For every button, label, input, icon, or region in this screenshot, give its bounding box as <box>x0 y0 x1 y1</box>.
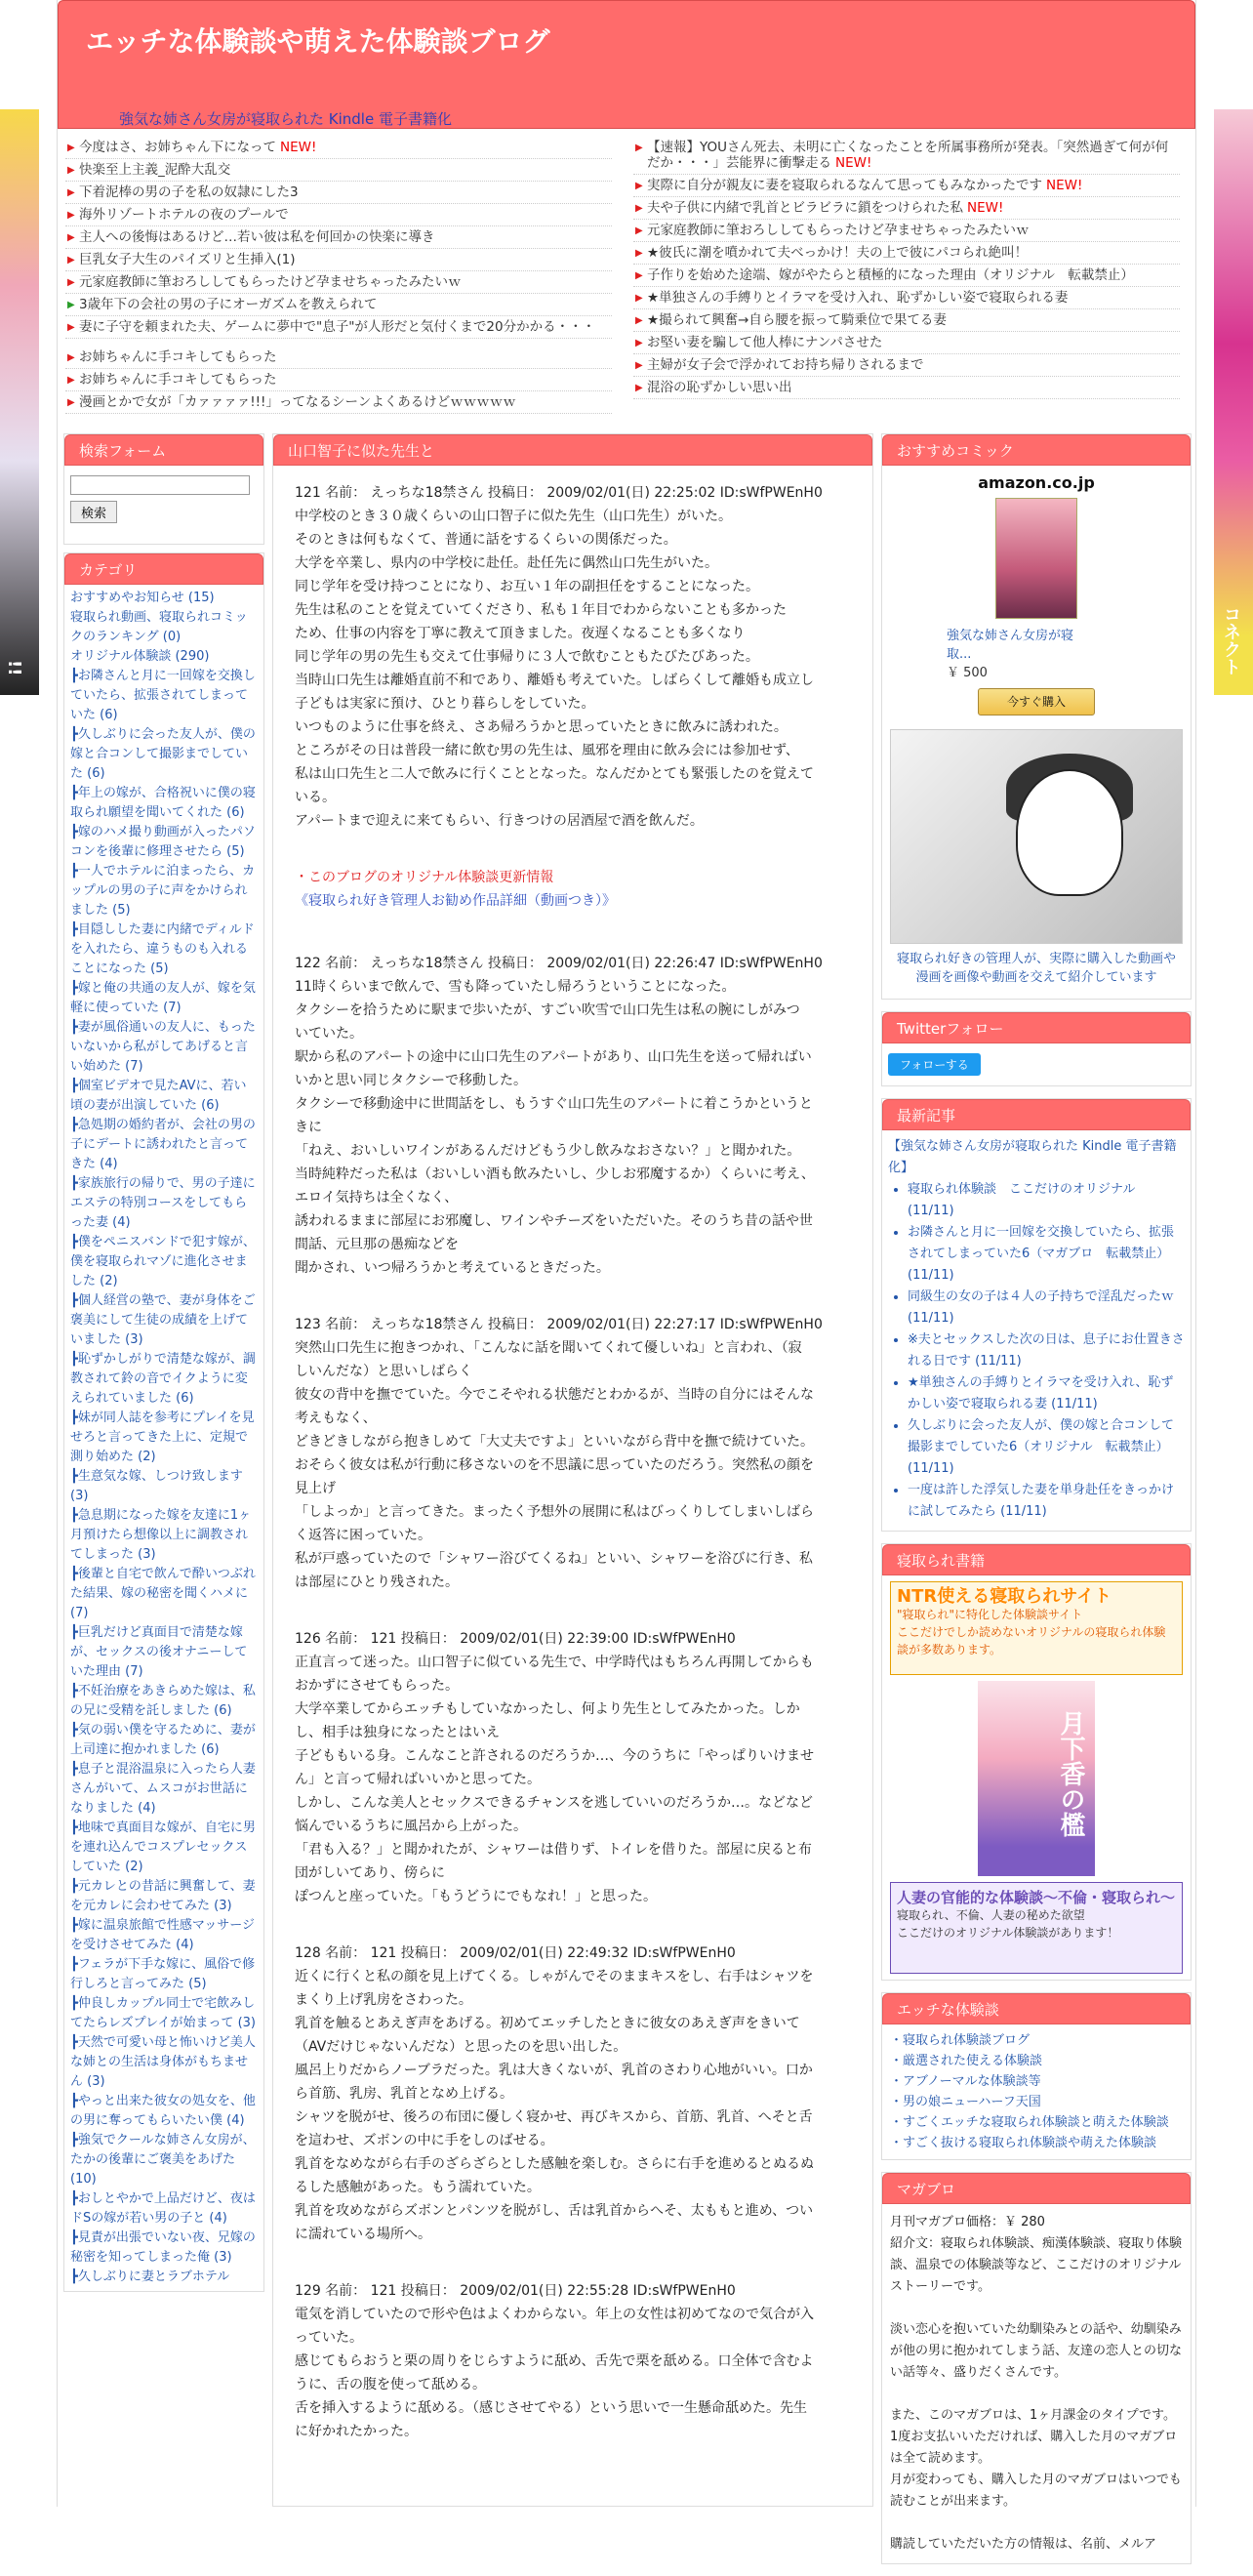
book-price: ￥ 500 <box>947 666 988 680</box>
partner-site-link[interactable]: ・すごく抜ける寝取られ体験談や萌えた体験談 <box>890 2136 1157 2150</box>
recent-article-link[interactable]: • 寝取られ体験談 ここだけのオリジナル (11/11) <box>908 1179 1185 1222</box>
news-item[interactable] <box>65 249 612 271</box>
left-sidebar <box>63 433 264 2300</box>
recent-box <box>881 1098 1192 1532</box>
category-item[interactable]: ┣後輩と自宅で飲んで酔いつぶれた結果、嫁の秘密を聞くハメに (7) <box>70 1567 256 1620</box>
news-item-label: 海外リゾートホテルの夜のプールで <box>79 207 289 223</box>
category-item[interactable]: ┣恥ずかしがりで清楚な嫁が、調教されて鈴の音でイクように変えられていました (6) <box>70 1352 256 1406</box>
news-item[interactable] <box>633 377 1180 399</box>
category-item[interactable]: ┣急息期になった嫁を友達に1ヶ月預けたら想像以上に調教されてしまった (3) <box>70 1508 252 1562</box>
magablog-body: 紹介文：寝取られ体験談、痴漢体験談、寝取り体験談、温泉での体験談等など、ここだけのオリジナルストーリーです。 淡い恋心を抱いていた幼馴染みとの話や、幼馴染みが他の男に抱かれてしまう話、友達の恋人との切ない話等々、盛りだくさんです。 また、このマガブロは、1ヶ月課金のタイプです。 1度お支払いいただければ、購入した月のマガブロは全て読めます。 月が変わっても、購入した月のマガブロはいつでも読むことが出来ます。 購読していただいた方の情報は、名前、メルア <box>890 2236 1183 2552</box>
news-item[interactable] <box>65 204 612 226</box>
category-item[interactable]: ┣妹が同人誌を参考にプレイを見せろと言ってきた上に、定規で測り始めた (2) <box>70 1411 255 1464</box>
left-banner-ad[interactable]: !! <box>0 109 39 695</box>
comment-entry <box>295 952 851 1280</box>
category-item[interactable]: ┣急処期の婚約者が、会社の男の子にデートに誘われたと言ってきた (4) <box>70 1118 256 1171</box>
recent-list <box>888 1179 1185 1523</box>
category-item[interactable]: ┣地味で真面目な嫁が、自宅に男を連れ込んでコスプレセックスしていた (2) <box>70 1820 256 1874</box>
links-title: エッチな体験談 <box>882 1993 1191 2024</box>
recent-article-link[interactable]: • お隣さんと月に一回嫁を交換していたら、拡張されてしまっていた6（マガブロ 転載禁止） (11/11) <box>908 1222 1185 1287</box>
category-item[interactable]: ┣強気でクールな姉さん女房が、たかの後輩にご褒美をあげた (10) <box>70 2133 256 2187</box>
banner1-sub: "寝取られ"に特化した体験談サイト <box>897 1608 1083 1621</box>
category-item[interactable]: おすすめやお知らせ (15) <box>70 591 215 605</box>
category-item[interactable]: ┣気の弱い僕を守るために、妻が上司達に抱かれました (6) <box>70 1723 256 1757</box>
recent-article-link[interactable]: • 同級生の女の子は４人の子持ちで淫乱だったｗ (11/11) <box>908 1287 1185 1329</box>
category-item[interactable]: ┣個人経営の塾で、妻が身体をご褒美にして生徒の成績を上げていました (3) <box>70 1293 256 1347</box>
news-item[interactable] <box>633 309 1180 332</box>
category-item[interactable]: ┣生意気な嫁、しつけ致します (3) <box>70 1469 243 1503</box>
search-button[interactable]: 検索 <box>70 501 117 523</box>
news-item[interactable] <box>65 271 612 294</box>
twitter-box <box>881 1011 1192 1086</box>
comment-header: 123 名前： えっちな18禁さん 投稿日： 2009/02/01(日) 22:27:17 ID:sWfPWEnH0 <box>295 1317 823 1332</box>
recent-article-link[interactable]: • 一度は許した浮気した妻を単身赴任をきっかけに試してみたら (11/11) <box>908 1480 1185 1523</box>
right-sidebar <box>881 433 1192 2576</box>
category-box <box>63 552 264 2292</box>
banner3-sub: 寝取られ、不倫、人妻の秘めた欲望 <box>897 1908 1085 1922</box>
news-item-label: お姉ちゃんに手コキしてもらった <box>79 372 277 388</box>
books-title: 寝取られ書籍 <box>882 1544 1191 1575</box>
comment-entry <box>295 481 851 833</box>
news-item[interactable] <box>65 391 612 414</box>
category-title: カテゴリ <box>64 553 263 585</box>
banner1-title: NTR使える寝取られサイト <box>897 1586 1112 1607</box>
news-list-right <box>633 137 1180 399</box>
category-item[interactable]: ┣元カレとの昔話に興奮して、妻を元カレに会わせてみた (3) <box>70 1879 256 1913</box>
comment-header: 122 名前： えっちな18禁さん 投稿日： 2009/02/01(日) 22:26:47 ID:sWfPWEnH0 <box>295 956 823 971</box>
partner-site-link[interactable]: ・男の娘ニューハーフ天国 <box>890 2095 1041 2109</box>
search-input[interactable] <box>70 475 250 495</box>
partner-site-link[interactable]: ・アブノーマルな体験談等 <box>890 2074 1041 2089</box>
news-item-label: 元家庭教師に筆おろししてもらったけど孕ませちゃったみたいｗ <box>79 274 462 290</box>
category-item[interactable]: ┣おしとやかで上品だけど、夜はドSの嫁が若い男の子と (4) <box>70 2191 256 2226</box>
new-badge: NEW! <box>279 140 317 155</box>
new-badge: NEW! <box>835 155 872 171</box>
comment-entry <box>295 1313 851 1594</box>
news-item-label: 今度はさ、お姉ちゃん下になって <box>79 140 276 155</box>
amazon-logo: amazon.co.jp <box>978 473 1095 492</box>
news-item-label: ★撮られて興奮→自ら腰を振って騎乗位で果てる妻 <box>647 312 947 328</box>
magablog-price: 月刊マガブロ価格：￥ 280 <box>890 2215 1045 2229</box>
news-item-label: 快楽至上主義_泥酔大乱交 <box>79 162 231 178</box>
article-ad-links <box>295 866 851 913</box>
magablog-title: マガブロ <box>882 2173 1191 2204</box>
twitter-follow-button[interactable]: フォローする <box>888 1053 981 1076</box>
news-item-label: 主人への後悔はあるけど…若い彼は私を何回かの快楽に導き <box>79 229 435 245</box>
new-badge: NEW! <box>967 200 1004 216</box>
category-item[interactable]: ┣家族旅行の帰りで、男の子達にエステの特別コースをしてもらった妻 (4) <box>70 1176 256 1230</box>
category-item[interactable]: ┣個室ビデオで見たAVに、若い頃の妻が出演していた (6) <box>70 1079 247 1113</box>
news-item-label: ★彼氏に潮を噴かれて夫べっかけ！夫の上で彼にパコられ絶叫！ <box>647 245 1029 261</box>
news-item[interactable] <box>65 159 612 182</box>
news-item[interactable] <box>633 197 1180 220</box>
news-list-left <box>65 137 612 414</box>
category-list <box>64 585 263 2291</box>
news-item[interactable] <box>633 220 1180 242</box>
news-item-label: 子作りを始めた途端、嫁がやたらと積極的になった理由（オリジナル 転載禁止） <box>647 267 1134 283</box>
category-item[interactable]: ┣仲良しカップル同士で宅飲みしてたらレズプレイが始まって (3) <box>70 1996 256 2030</box>
news-item-label: 実際に自分が親友に妻を寝取られるなんて思ってもみなかったです <box>647 178 1042 193</box>
gekkakou-book-banner[interactable] <box>978 1681 1095 1876</box>
magablog-box <box>881 2172 1192 2564</box>
news-item-label: 下着泥棒の男の子を私の奴隷にした3 <box>79 184 299 200</box>
news-item[interactable] <box>65 369 612 391</box>
news-item-label: お姉ちゃんに手コキしてもらった <box>79 349 277 365</box>
site-title[interactable]: エッチな体験談や萌えた体験談ブログ <box>86 25 550 58</box>
ntr-site-banner[interactable] <box>890 1581 1183 1675</box>
news-item-label: 夫や子供に内緒で乳首とビラビラに鎖をつけられた私 <box>647 200 963 216</box>
comment-header: 129 名前： 121 投稿日： 2009/02/01(日) 22:55:28 ID:sWfPWEnH0 <box>295 2283 736 2299</box>
news-item-label: お堅い妻を騙して他人棒にナンパさせた <box>647 335 883 350</box>
comment-body: 近くに行くと私の顔を見上げてくる。しゃがんでそのままキスをし、右手はシャツを まくり上げ乳房をさわった。 乳首を触るとあえぎ声をあげる。初めてエッチしたときに彼女のあえぎ声をきいて （AVだけじゃないんだな）と思ったのを思い出した。 風呂上りだからノーブラだった。乳は大きくないが、乳首のさわり心地がいい。口か ら首筋、乳房、乳首となめ上げる。 シャツを脱がせ、後ろの布団に優しく寝かせ、再びキスから、首筋、乳首、へそと舌 を這わせ、ズボンの中に手をしのばせる。 乳首をなめながら右手のざらざらとした感触を楽しむ。さらに右手を進めるとぬるぬ るした感触があった。もう濡れていた。 乳首を攻めながらズボンとパンツを脱がし、舌は乳首からへそ、太ももと進め、つい に濡れている場所へ。 <box>295 1969 814 2242</box>
category-item[interactable]: ┣天然で可愛い母と怖いけど美人な姉との生活は身体がもちません (3) <box>70 2035 256 2089</box>
buy-now-button[interactable]: 今すぐ購入 <box>978 688 1095 716</box>
recommend-title: おすすめコミック <box>882 434 1191 466</box>
right-banner-ad[interactable]: コネクト <box>1214 109 1253 695</box>
page-wrapper <box>57 0 1196 2552</box>
news-item[interactable] <box>633 332 1180 354</box>
news-item-label: 元家庭教師に筆おろししてもらったけど孕ませちゃったみたいｗ <box>647 223 1030 238</box>
category-item[interactable]: ┣お隣さんと月に一回嫁を交換していたら、拡張されてしまっていた (6) <box>70 669 256 722</box>
recent-top-link[interactable]: 【強気な姉さん女房が寝取られた Kindle 電子書籍化】 <box>888 1139 1177 1175</box>
news-item[interactable] <box>65 294 612 316</box>
category-item[interactable]: ┣目隠しした妻に内緒でディルドを入れたら、違うものも入れることになった (5) <box>70 922 255 976</box>
category-item[interactable]: ┣見責が出張でいない夜、兄嫁の秘密を知ってしまった俺 (3) <box>70 2230 256 2265</box>
category-item[interactable]: ┣嫁のハメ撮り動画が入ったパソコンを後輩に修理させたら (5) <box>70 825 256 859</box>
link-list <box>882 2024 1191 2159</box>
books-box <box>881 1543 1192 1981</box>
news-item-label: 【速報】YOUさん死去、未明に亡くなったことを所属事務所が発表。「突然過ぎて何が何だか・・・」芸能界に衝撃走る <box>647 140 1169 171</box>
links-box <box>881 1992 1192 2160</box>
comment-body: 電気を消していたので形や色はよくわからない。年上の女性は初めてなので気合が入 っていた。 感じてもらおうと栗の周りをじらすように舐め、舌先で栗を舐める。口全体で含むよ うに、舌の腹を使って舐める。 舌を挿入するように舐める。（感じさせてやる）という思いで一生懸命舐めた。先生 に好かれたかった。 <box>295 2307 814 2439</box>
news-item-label: 巨乳女子大生のパイズリと生挿入(1) <box>79 252 296 267</box>
category-item[interactable]: ┣嫁と俺の共通の友人が、嫁を気軽に使っていた (7) <box>70 981 256 1015</box>
category-item[interactable]: ┣妻が風俗通いの友人に、もったいないから私がしてあげると言い始めた (7) <box>70 1020 256 1074</box>
search-title: 検索フォーム <box>64 434 263 466</box>
news-item[interactable] <box>65 316 612 339</box>
category-item[interactable]: ┣巨乳だけど真面目で清楚な嫁が、セックスの後オナニーしていた理由 (7) <box>70 1625 248 1679</box>
banner3-title: 人妻の官能的な体験談〜不倫・寝取られ〜 <box>897 1889 1176 1906</box>
comment-header: 126 名前： 121 投稿日： 2009/02/01(日) 22:39:00 ID:sWfPWEnH0 <box>295 1631 736 1647</box>
news-item-label: 混浴の恥ずかしい思い出 <box>647 380 792 395</box>
banner3-note: ここだけのオリジナル体験談があります！ <box>897 1926 1119 1940</box>
manga-banner-image[interactable] <box>890 729 1183 944</box>
comment-body: 正直言って迷った。山口智子に似ている先生で、中学時代はもちろん再開してからも おかずにさせてもらった。 大学卒業してからエッチもしていなかったし、何より先生としてみたかった。しか し、相手は独身になったとはいえ 子どももいる身。こんなこと許されるのだろうか…、今のうちに「やっぱりいけませ ん」と言って帰ればいいかと思ってた。 しかし、こんな美人とセックスできるチャンスを逃していいのだろうか…。などなど 悩んでいるうちに風呂から上がった。 「君も入る？」と聞かれたが、シャワーは借りず、トイレを借りた。部屋に戻ると布 団がしいてあり、傍らに ぽつんと座っていた。「もうどうにでもなれ！」と思った。 <box>295 1655 814 1904</box>
category-item[interactable]: ┣久しぶりに会った友人が、僕の嫁と合コンして撮影までしていた (6) <box>70 727 256 781</box>
manga-face <box>1016 769 1123 896</box>
book-title-link[interactable]: 強気な姉さん女房が寝取... <box>947 629 1074 662</box>
news-item[interactable] <box>633 265 1180 287</box>
recommended-works-link[interactable]: 《寝取られ好き管理人お勧め作品詳細（動画つき）》 <box>295 893 616 909</box>
comment-body: 突然山口先生に抱きつかれ、「こんなに話を聞いてくれて優しいね」と言われ、（寂 しいんだな）と思いしばらく 彼女の背中を撫でていた。今でこそやれる状態だとわかるが、当時の自分にはそんな 考えもなく、 どきどきしながら抱きしめて「大丈夫ですよ」といいながら背中を撫で続けていた。 おそらく彼女は私が行動に移さないのを不思議に思っていたのだろう。突然私の顔を 見上げ 「しよっか」と言ってきた。まったく予想外の展開に私はびっくりしてしまいしばら く返答に困っていた。 私が戸惑っていたので「シャワー浴びてくるね」といい、シャワーを浴びに行き、私 は部屋にひとり残された。 <box>295 1340 814 1590</box>
top-news <box>58 129 1195 422</box>
news-item[interactable] <box>65 182 612 204</box>
news-item-label: 主婦が女子会で浮かれてお持ち帰りされるまで <box>647 357 924 373</box>
article-title[interactable]: 山口智子に似た先生と <box>273 434 872 466</box>
search-box <box>63 433 264 545</box>
news-item[interactable] <box>633 287 1180 309</box>
comment-entry <box>295 1942 851 2246</box>
category-item[interactable]: ┣久しぶりに妻とラブホテル <box>70 2269 230 2284</box>
manga-caption-link[interactable]: 寝取られ好きの管理人が、実際に購入した動画や漫画を画像や動画を交えて紹介しています <box>896 952 1176 985</box>
category-item[interactable]: ┣フェラが下手な嫁に、風俗で修行しろと言ってみた (5) <box>70 1957 256 1991</box>
hitozuma-site-banner[interactable] <box>890 1882 1183 1974</box>
category-item[interactable]: ┣やっと出来た彼女の処女を、他の男に奪ってもらいたい僕 (4) <box>70 2094 256 2128</box>
comment-entry <box>295 1627 851 1908</box>
category-item[interactable]: 寝取られ動画、寝取られコミックのランキング (0) <box>70 610 248 644</box>
kindle-promo-link[interactable]: 強気な姉さん女房が寝取られた Kindle 電子書籍化 <box>119 110 452 128</box>
news-item[interactable] <box>65 226 612 249</box>
news-item-label: 妻に子守を頼まれた夫、ゲームに夢中で"息子"が人形だと気付くまで20分かかる・・・ <box>79 319 596 335</box>
book-cover-image[interactable] <box>995 498 1077 619</box>
new-badge: NEW! <box>1046 178 1083 193</box>
partner-site-link[interactable]: ・寝取られ体験談ブログ <box>890 2033 1031 2048</box>
recent-article-link[interactable]: • 久しぶりに会った友人が、僕の嫁と合コンして撮影までしていた6（オリジナル 転載禁止） (11/11) <box>908 1415 1185 1480</box>
news-item[interactable] <box>633 242 1180 265</box>
article-content <box>273 466 872 2492</box>
original-update-link[interactable]: ・このブログのオリジナル体験談更新情報 <box>295 870 554 885</box>
recommend-box <box>881 433 1192 1000</box>
twitter-title: Twitterフォロー <box>882 1012 1191 1043</box>
news-item[interactable] <box>65 137 612 159</box>
news-item-label: 3歳年下の会社の男の子にオーガズムを教えられて <box>79 297 378 312</box>
category-item[interactable]: ┣不妊治療をあきらめた嫁は、私の兄に受精を託しました (6) <box>70 1684 256 1718</box>
comment-entry <box>295 2279 851 2443</box>
partner-site-link[interactable]: ・すごくエッチな寝取られ体験談と萌えた体験談 <box>890 2115 1169 2130</box>
recent-title: 最新記事 <box>882 1099 1191 1130</box>
news-item-label: 漫画とかで女が「カァァァァ!!!」ってなるシーンよくあるけどｗｗｗｗｗ <box>79 394 516 410</box>
category-item[interactable]: ┣息子と混浴温泉に入ったら人妻さんがいて、ムスコがお世話になりました (4) <box>70 1762 256 1816</box>
banner2-title: 月下香の檻 <box>1056 1710 1085 1837</box>
banner1-note: ここだけでしか読めないオリジナルの寝取られ体験談が多数あります。 <box>897 1625 1166 1656</box>
site-header <box>58 0 1195 129</box>
comment-header: 121 名前： えっちな18禁さん 投稿日： 2009/02/01(日) 22:25:02 ID:sWfPWEnH0 <box>295 485 823 501</box>
recent-article-link[interactable]: • ★単独さんの手縛りとイラマを受け入れ、恥ずかしい姿で寝取られる妻 (11/11) <box>908 1372 1185 1415</box>
news-item[interactable] <box>633 137 1180 175</box>
news-item-label: ★単独さんの手縛りとイラマを受け入れ、恥ずかしい姿で寝取られる妻 <box>647 290 1069 306</box>
news-item[interactable] <box>633 175 1180 197</box>
category-item[interactable]: オリジナル体験談 (290) <box>70 649 210 664</box>
news-item[interactable] <box>65 347 612 369</box>
partner-site-link[interactable]: ・厳選された使える体験談 <box>890 2054 1043 2068</box>
comment-body: 中学校のとき３０歳くらいの山口智子に似た先生（山口先生）がいた。 そのときは何もなくて、普通に話をするくらいの関係だった。 大学を卒業し、県内の中学校に赴任。赴任先に偶然山口先生がいた。 同じ学年を受け持つことになり、お互い１年の副担任をすることになった。 先生は私のことを覚えていてくださり、私も１年目でわからないことも多かった ため、仕事の内容を丁寧に教えて頂きました。夜遅くなることも多くなり 同じ学年の男の先生も交えて仕事帰りに３人で飲むこともたびたびあった。 当時山口先生は離婚直前不和であり、離婚も考えていた。しばらくして離婚も成立し 子どもは実家に預け、ひとり暮らしをしていた。 いつものように仕事を終え、さあ帰ろうかと思っていたときに飲みに誘われた。 ところがその日は普段一緒に飲む男の先生は、風邪を理由に飲み会には参加せず、 私は山口先生と二人で飲みに行くこととなった。なんだかとても緊張したのを覚えて いる。 アパートまで迎えに来てもらい、行きつけの居酒屋で酒を飲んだ。 <box>295 509 814 829</box>
main-article <box>272 433 873 2507</box>
comment-header: 128 名前： 121 投稿日： 2009/02/01(日) 22:49:32 ID:sWfPWEnH0 <box>295 1945 736 1961</box>
category-item[interactable]: ┣嫁に温泉旅館で性感マッサージを受けさせてみた (4) <box>70 1918 256 1952</box>
comment-body: 11時くらいまで飲んで、雪も降っていたし帰ろうということになった。 タクシーを拾うために駅まで歩いたが、すごい吹雪で山口先生は私の腕にしがみつ いていた。 駅から私のアパートの途中に山口先生のアパートがあり、山口先生を送って帰ればい いかと思い同じタクシーで移動した。 タクシーで移動途中に世間話をし、もうすぐ山口先生のアパートに着こうかというと きに 「ねえ、おいしいワインがあるんだけどもう少し飲みなおさない？」と聞かれた。 当時純粋だった私は（おいしい酒も飲みたいし、少しお邪魔するか）くらいに考え、 エロイ気持ちは全くなく、 誘われるままに部屋にお邪魔し、ワインやチーズをいただいた。そのうち昔の話や世 間話、元旦那の愚痴などを 聞かされ、いつ帰ろうかと考えているときだった。 <box>295 979 815 1276</box>
category-item[interactable]: ┣僕をペニスバンドで犯す嫁が、僕を寝取られマゾに進化させました (2) <box>70 1235 256 1288</box>
news-item[interactable] <box>633 354 1180 377</box>
category-item[interactable]: ┣一人でホテルに泊まったら、カップルの男の子に声をかけられました (5) <box>70 864 256 918</box>
recent-article-link[interactable]: • ※夫とセックスした次の日は、息子にお仕置きされる日です (11/11) <box>908 1329 1185 1372</box>
category-item[interactable]: ┣年上の嫁が、合格祝いに僕の寝取られ願望を聞いてくれた (6) <box>70 786 256 820</box>
